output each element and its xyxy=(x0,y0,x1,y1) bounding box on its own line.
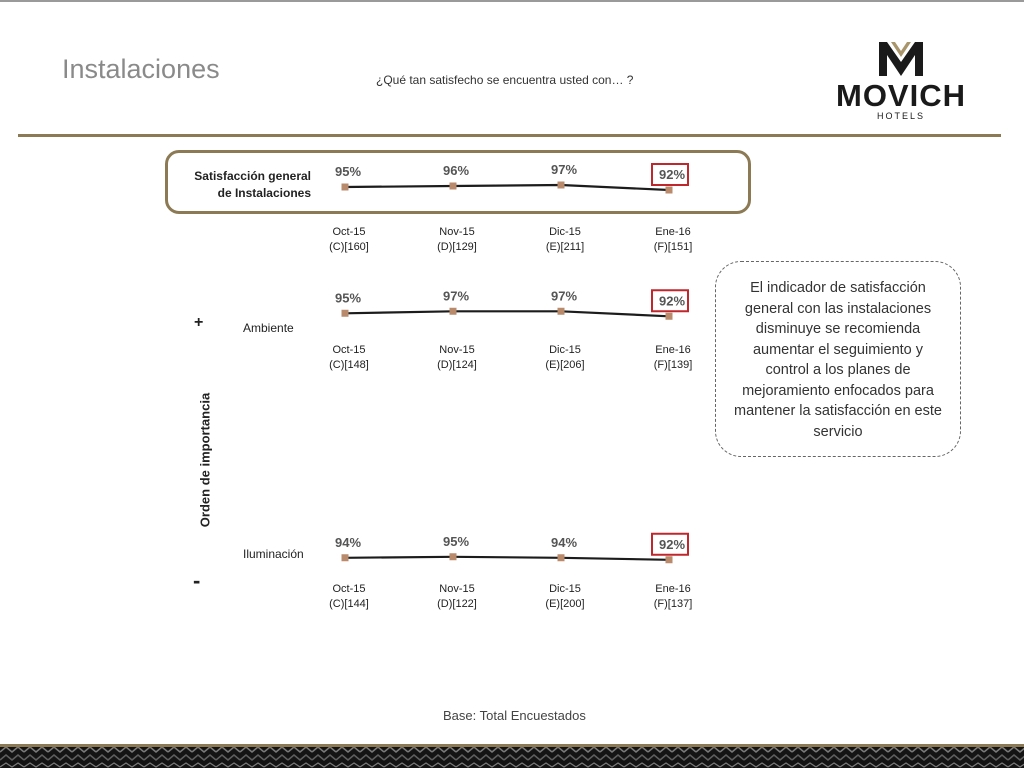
base-note: Base: Total Encuestados xyxy=(443,708,586,723)
data-label: 95% xyxy=(334,290,362,306)
base-count-label: (E)[200] xyxy=(545,598,585,610)
category-label: Oct-15 xyxy=(332,344,366,356)
category-label: Ene-16 xyxy=(655,583,691,595)
data-point xyxy=(342,310,349,317)
base-count-label: (F)[139] xyxy=(653,359,693,371)
data-point xyxy=(666,556,673,563)
data-label: 95% xyxy=(334,164,362,179)
general-satisfaction-label: Satisfacción general de Instalaciones xyxy=(194,169,311,200)
data-label: 95% xyxy=(442,533,470,549)
base-count-label: (D)[129] xyxy=(437,241,477,253)
base-count-label: (E)[206] xyxy=(545,359,585,371)
row-label-iluminacion: Iluminación xyxy=(243,547,304,561)
base-count-label: (C)[148] xyxy=(329,359,369,371)
series-line xyxy=(345,557,669,560)
category-label: Nov-15 xyxy=(439,344,475,356)
data-label: 92% xyxy=(658,167,686,182)
decorative-footer xyxy=(0,744,1024,768)
data-point xyxy=(342,554,349,561)
data-point xyxy=(666,187,673,194)
category-label: Ene-16 xyxy=(655,226,691,238)
slide-title: Instalaciones xyxy=(62,54,220,84)
data-point xyxy=(450,308,457,315)
data-label: 92% xyxy=(658,536,686,552)
data-point xyxy=(558,308,565,315)
data-point xyxy=(450,183,457,190)
data-label: 94% xyxy=(550,534,578,550)
series-line xyxy=(345,185,669,190)
importance-minus-marker: - xyxy=(193,568,201,593)
category-label: Oct-15 xyxy=(332,226,366,238)
survey-question: ¿Qué tan satisfecho se encuentra usted con… ? xyxy=(376,73,634,87)
base-count-label: (C)[160] xyxy=(329,241,369,253)
data-point xyxy=(666,313,673,320)
category-label: Dic-15 xyxy=(549,583,581,595)
data-point xyxy=(558,554,565,561)
base-count-label: (F)[151] xyxy=(653,241,693,253)
base-count-label: (F)[137] xyxy=(653,598,693,610)
base-count-label: (E)[211] xyxy=(545,241,585,253)
category-label: Nov-15 xyxy=(439,226,475,238)
category-label: Oct-15 xyxy=(332,583,366,595)
data-point xyxy=(450,553,457,560)
category-label: Dic-15 xyxy=(549,226,581,238)
svg-text:MOVICH: MOVICH xyxy=(836,78,966,113)
row-label-ambiente: Ambiente xyxy=(243,321,294,335)
category-label: Nov-15 xyxy=(439,583,475,595)
data-point xyxy=(342,184,349,191)
category-label: Ene-16 xyxy=(655,344,691,356)
data-label: 97% xyxy=(550,288,578,304)
data-label: 97% xyxy=(442,288,470,304)
base-count-label: (D)[122] xyxy=(437,598,477,610)
svg-text:HOTELS: HOTELS xyxy=(876,111,926,121)
data-label: 92% xyxy=(658,293,686,309)
recommendation-note: El indicador de satisfacción general con las instalaciones disminuye se recomienda aumentar el seguimiento y control a los planes de mejoramiento enfocados para mantener la satisfacción en este servicio xyxy=(715,261,961,457)
base-count-label: (C)[144] xyxy=(329,598,369,610)
data-point xyxy=(558,182,565,189)
importance-plus-marker: + xyxy=(194,314,204,331)
data-label: 94% xyxy=(334,534,362,550)
data-label: 97% xyxy=(550,162,578,177)
importance-axis-label: Orden de importancia xyxy=(197,392,213,528)
series-line xyxy=(345,311,669,316)
category-label: Dic-15 xyxy=(549,344,581,356)
data-label: 96% xyxy=(442,163,470,178)
base-count-label: (D)[124] xyxy=(437,359,477,371)
